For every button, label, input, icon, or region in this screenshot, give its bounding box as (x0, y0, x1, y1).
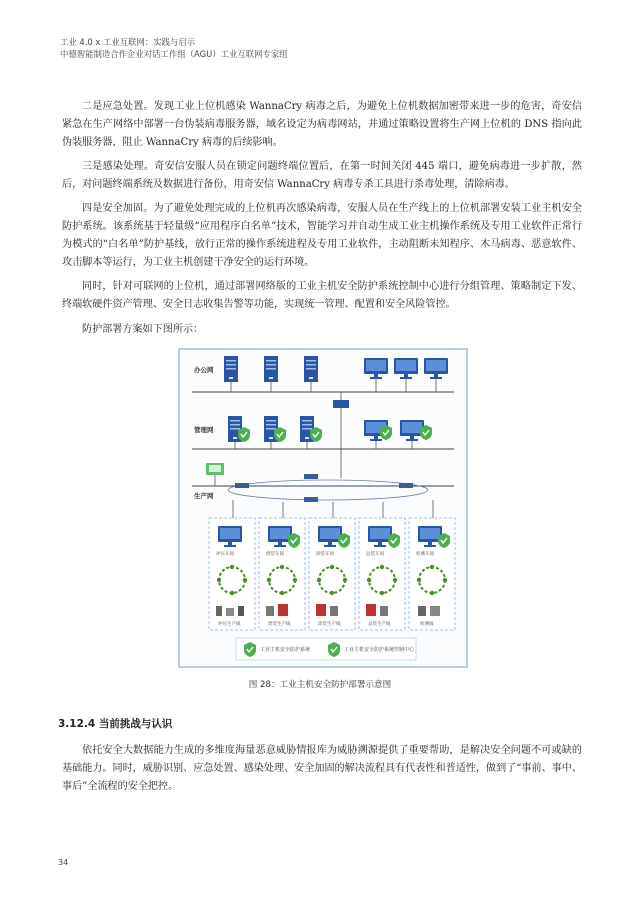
cell-welding (259, 518, 305, 630)
line-label: 检测线 (420, 622, 434, 627)
cell-label: 检测车间 (416, 552, 434, 557)
zone-label-management: 管理网 (194, 426, 214, 434)
line-label: 冲压生产线 (218, 622, 241, 627)
legend-item-control-center: 工业主机安全防护系统控制中心 (344, 647, 415, 653)
deployment-diagram (178, 348, 468, 668)
paragraph-infection: 三是感染处理。奇安信安服人员在锁定问题终端位置后，在第一时间关闭 445 端口，避免病毒进一步扩散，然后，对问题终端系统及数据进行备份，用奇安信 WannaCry 病毒专杀工具进行杀毒处理，清除病毒。 (62, 161, 582, 190)
cell-inspection (409, 518, 455, 630)
running-header (60, 36, 288, 60)
cell-label: 焊装车间 (266, 552, 284, 557)
paragraph-management: 同时，针对可联网的上位机，通过部署网络版的工业主机安全防护系统控制中心进行分组管理、策略制定下发、终端软硬件资产管理、安全日志收集告警等功能，实现统一管理、配置和安全风险管控。 (62, 281, 582, 310)
paragraph-figure-intro: 防护部署方案如下图所示： (82, 324, 204, 335)
cell-painting (309, 518, 355, 630)
line-label: 涂装生产线 (318, 622, 341, 627)
paragraph-hardening: 四是安全加固。为了避免处理完成的上位机再次感染病毒，安服人员在生产线上的上位机部署安装工业主机安全防护系统。该系统基于轻量级“应用程序白名单”技术，智能学习并自动生成工业主机操作系统及专用工业软件正常行为模式的“白名单”防护基线，放行正常的操作系统进程及专用工业软件，主动阻断未知程序、木马病毒、恶意软件、攻击脚本等运行，为工业主机创建干净安全的运行环境。 (62, 203, 582, 268)
cell-label: 总装车间 (366, 552, 384, 557)
zone-label-office: 办公网 (194, 366, 214, 374)
cell-stamping (209, 518, 255, 630)
line-label: 焊装生产线 (268, 622, 291, 627)
section-title: 3.12.4 当前挑战与认识 (58, 718, 173, 730)
figure-caption: 图 28：工业主机安全防护部署示意图 (248, 680, 392, 690)
section-paragraph: 依托安全大数据能力生成的多维度海量恶意威胁情报库为威胁溯源提供了重要帮助，是解决安全问题不可或缺的基础能力。同时，威胁识别、应急处置、感染处理、安全加固的解决流程具有代表性和普适性，做到了“事前、事中、事后”全流程的安全把控。 (62, 745, 582, 792)
cell-assembly (359, 518, 405, 630)
legend-item-protection: 工业主机安全防护系统 (260, 647, 311, 653)
cell-label: 涂装车间 (316, 552, 334, 557)
cell-label: 冲压车间 (216, 552, 234, 557)
zone-label-production: 生产网 (194, 492, 214, 500)
header-line-1: 工业 4.0 x 工业互联网：实践与启示 (60, 37, 196, 47)
line-label: 总装生产线 (368, 622, 391, 627)
paragraph-emergency: 二是应急处置。发现工业上位机感染 WannaCry 病毒之后，为避免上位机数据加密带来进一步的危害，奇安信紧急在生产网络中部署一台伪装病毒服务器，域名设定为病毒网站，并通过策略设置将生产网上位机的 DNS 指向此伪装服务器，阻止 WannaCry 病毒的后续影响。 (62, 101, 582, 148)
page-number: 34 (58, 858, 69, 867)
header-line-2: 中德智能制造合作企业对话工作组（AGU）工业互联网专家组 (60, 49, 288, 59)
